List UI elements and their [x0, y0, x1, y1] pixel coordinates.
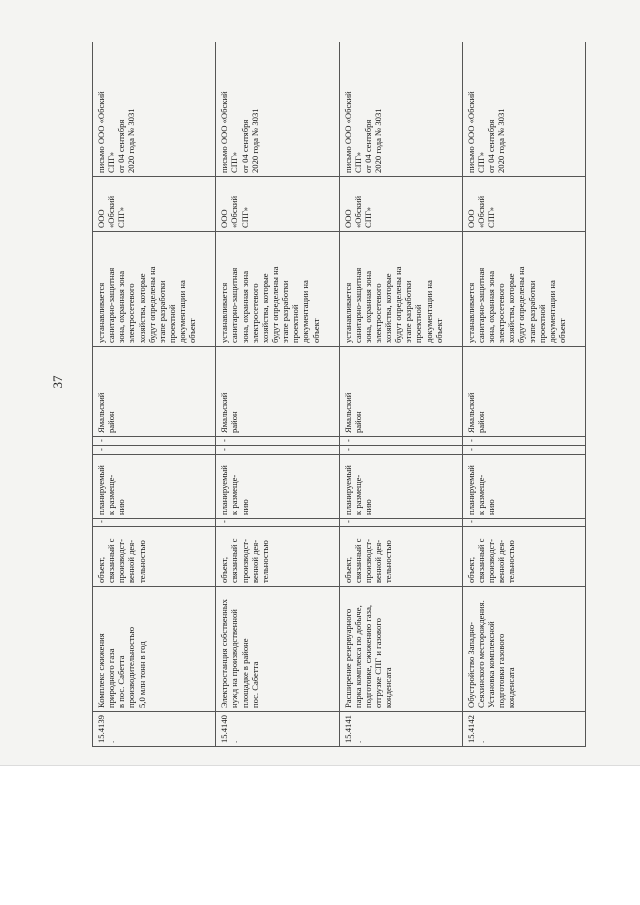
object-basis: письмо ООО «Обский СПГ» от 04 сентября 2020 года № 3031 [93, 42, 216, 177]
dash-cell: - [216, 437, 339, 446]
dash-cell: - [462, 437, 585, 446]
object-zone: устанавливается санитарно-защитная зона, охранная зона электросетевого хозяйства, которые будут определены на этапе разработки проектной документации на объект [462, 232, 585, 347]
object-name: Электростанция собственных нужд на производственной площадке в районе пос. Сабетта [216, 587, 339, 712]
object-status: планируемый к размеще- нию [339, 455, 462, 519]
object-organization: ООО «Обский СПГ» [216, 177, 339, 232]
page-number: 37 [50, 375, 65, 389]
row-number: 15.4142. [462, 712, 585, 747]
dash-cell: - [93, 437, 216, 446]
dash-cell: - [462, 519, 585, 527]
object-basis: письмо ООО «Обский СПГ» от 04 сентября 2020 года № 3031 [462, 42, 585, 177]
object-basis: письмо ООО «Обский СПГ» от 04 сентября 2020 года № 3031 [339, 42, 462, 177]
object-basis: письмо ООО «Обский СПГ» от 04 сентября 2020 года № 3031 [216, 42, 339, 177]
row-number: 15.4139. [93, 712, 216, 747]
object-zone: устанавливается санитарно-защитная зона, охранная зона электросетевого хозяйства, которые будут определены на этапе разработки проектной документации на объект [216, 232, 339, 347]
dash-cell: - [93, 519, 216, 527]
table-row [93, 42, 216, 747]
object-name: Расширение резервуарного парка комплекса по добыче, подготовке, сжижению газа, отгрузке СПГ и газового конденсата [339, 587, 462, 712]
row-number: 15.4140. [216, 712, 339, 747]
dash-cell: - [339, 446, 462, 455]
objects-table [92, 42, 586, 747]
object-type: объект, связанный с производст- венной дея- тельностью [462, 527, 585, 587]
row-number: 15.4141. [339, 712, 462, 747]
object-area: Ямальский район [93, 347, 216, 437]
object-type: объект, связанный с производст- венной дея- тельностью [93, 527, 216, 587]
object-name: Обустройство Западно- Сеяхинского месторождения. Установка комплексной подготовки газового конденсата [462, 587, 585, 712]
table-row [462, 42, 585, 747]
object-status: планируемый к размеще- нию [462, 455, 585, 519]
object-type: объект, связанный с производст- венной дея- тельностью [216, 527, 339, 587]
object-name: Комплекс сжижения природного газа в пос. Сабетта производительностью 5,0 млн тонн в год [93, 587, 216, 712]
dash-cell: - [93, 446, 216, 455]
dash-cell: - [339, 519, 462, 527]
object-organization: ООО «Обский СПГ» [93, 177, 216, 232]
object-type: объект, связанный с производст- венной дея- тельностью [339, 527, 462, 587]
object-organization: ООО «Обский СПГ» [339, 177, 462, 232]
object-status: планируемый к размеще- нию [93, 455, 216, 519]
object-area: Ямальский район [339, 347, 462, 437]
table-container [92, 42, 586, 747]
table-row [339, 42, 462, 747]
object-organization: ООО «Обский СПГ» [462, 177, 585, 232]
dash-cell: - [216, 446, 339, 455]
dash-cell: - [462, 446, 585, 455]
object-status: планируемый к размеще- нию [216, 455, 339, 519]
dash-cell: - [216, 519, 339, 527]
object-zone: устанавливается санитарно-защитная зона, охранная зона электросетевого хозяйства, которые будут определены на этапе разработки проектной документации на объект [93, 232, 216, 347]
object-area: Ямальский район [462, 347, 585, 437]
object-area: Ямальский район [216, 347, 339, 437]
page-bottom-edge [0, 765, 640, 766]
object-zone: устанавливается санитарно-защитная зона, охранная зона электросетевого хозяйства, которые будут определены на этапе разработки проектной документации на объект [339, 232, 462, 347]
table-row [216, 42, 339, 747]
dash-cell: - [339, 437, 462, 446]
